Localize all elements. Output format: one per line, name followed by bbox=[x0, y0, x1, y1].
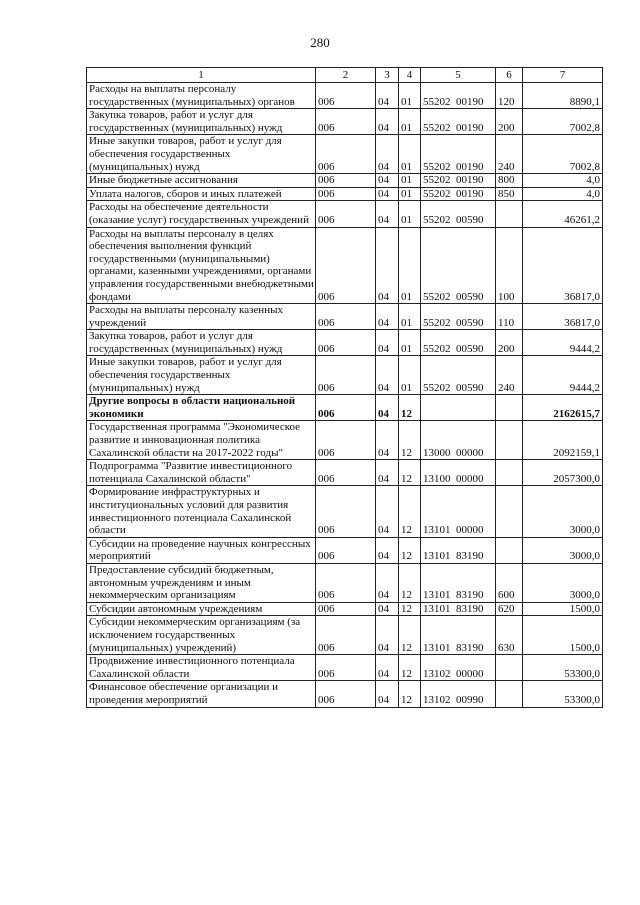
row-target-article-code bbox=[421, 174, 496, 188]
row-ministry-code: 006 bbox=[316, 681, 376, 707]
row-section-code: 04 bbox=[376, 681, 399, 707]
row-target-article-code bbox=[421, 655, 496, 681]
row-target-article-code bbox=[421, 330, 496, 356]
row-name: Иные бюджетные ассигнования bbox=[87, 174, 316, 188]
row-ministry-code: 006 bbox=[316, 395, 376, 421]
row-subsection-code: 12 bbox=[399, 563, 421, 602]
row-name: Расходы на выплаты персоналу в целях обеспечения выполнения функций государственными (муниципальными) органами, казенными учреждениями, органами управления государственными внебюджетными фондами bbox=[87, 227, 316, 304]
row-section-code: 04 bbox=[376, 109, 399, 135]
row-direction-code: 83190 bbox=[456, 550, 484, 563]
table-row bbox=[87, 187, 603, 201]
row-direction-code: 83190 bbox=[456, 589, 484, 602]
row-direction-code: 00000 bbox=[456, 524, 484, 537]
row-subsection-code: 12 bbox=[399, 655, 421, 681]
row-subsection-code: 01 bbox=[399, 330, 421, 356]
row-name: Подпрограмма "Развитие инвестиционного потенциала Сахалинской области" bbox=[87, 460, 316, 486]
row-ministry-code: 006 bbox=[316, 83, 376, 109]
row-amount: 3000,0 bbox=[523, 537, 603, 563]
row-section-code: 04 bbox=[376, 135, 399, 174]
row-program-code: 55202 bbox=[423, 121, 451, 134]
row-target-article-code bbox=[421, 109, 496, 135]
row-expense-kind-code: 110 bbox=[496, 304, 523, 330]
table-header-row bbox=[87, 68, 603, 83]
row-expense-kind-code: 620 bbox=[496, 602, 523, 616]
row-direction-code: 00990 bbox=[456, 693, 484, 706]
row-program-code: 13101 bbox=[423, 641, 451, 654]
row-amount: 4,0 bbox=[523, 187, 603, 201]
row-program-code: 13101 bbox=[423, 550, 451, 563]
row-target-article-code bbox=[421, 135, 496, 174]
row-ministry-code: 006 bbox=[316, 460, 376, 486]
row-section-code: 04 bbox=[376, 83, 399, 109]
row-amount: 2057300,0 bbox=[523, 460, 603, 486]
row-name: Расходы на выплаты персоналу казенных учреждений bbox=[87, 304, 316, 330]
row-target-article-code bbox=[421, 537, 496, 563]
table-row bbox=[87, 421, 603, 460]
column-header: 2 bbox=[316, 68, 376, 83]
row-section-code: 04 bbox=[376, 486, 399, 537]
row-subsection-code: 12 bbox=[399, 486, 421, 537]
row-direction-code: 00190 bbox=[456, 187, 484, 200]
row-expense-kind-code: 200 bbox=[496, 330, 523, 356]
row-subsection-code: 01 bbox=[399, 83, 421, 109]
column-header: 5 bbox=[421, 68, 496, 83]
row-target-article-code bbox=[421, 201, 496, 227]
row-name: Субсидии на проведение научных конгрессных мероприятий bbox=[87, 537, 316, 563]
row-name: Расходы на обеспечение деятельности (оказание услуг) государственных учреждений bbox=[87, 201, 316, 227]
row-target-article-code bbox=[421, 616, 496, 655]
row-expense-kind-code: 100 bbox=[496, 227, 523, 304]
row-ministry-code: 006 bbox=[316, 304, 376, 330]
row-ministry-code: 006 bbox=[316, 187, 376, 201]
row-section-code: 04 bbox=[376, 655, 399, 681]
row-name: Иные закупки товаров, работ и услуг для обеспечения государственных (муниципальных) нужд bbox=[87, 135, 316, 174]
row-subsection-code: 12 bbox=[399, 460, 421, 486]
column-header: 7 bbox=[523, 68, 603, 83]
row-program-code: 55202 bbox=[423, 174, 451, 187]
row-amount: 9444,2 bbox=[523, 330, 603, 356]
row-target-article-code bbox=[421, 486, 496, 537]
row-subsection-code: 01 bbox=[399, 227, 421, 304]
row-amount: 36817,0 bbox=[523, 227, 603, 304]
row-name: Продвижение инвестиционного потенциала Сахалинской области bbox=[87, 655, 316, 681]
row-ministry-code: 006 bbox=[316, 135, 376, 174]
row-expense-kind-code bbox=[496, 655, 523, 681]
row-target-article-code bbox=[421, 356, 496, 395]
row-direction-code: 00590 bbox=[456, 316, 484, 329]
row-name: Уплата налогов, сборов и иных платежей bbox=[87, 187, 316, 201]
row-section-code: 04 bbox=[376, 460, 399, 486]
table-row bbox=[87, 681, 603, 707]
row-name: Предоставление субсидий бюджетным, автономным учреждениям и иным некоммерческим организациям bbox=[87, 563, 316, 602]
row-program-code: 13102 bbox=[423, 667, 451, 680]
table-row bbox=[87, 486, 603, 537]
row-name: Закупка товаров, работ и услуг для государственных (муниципальных) нужд bbox=[87, 109, 316, 135]
row-expense-kind-code bbox=[496, 201, 523, 227]
page-number: 280 bbox=[310, 35, 330, 50]
row-amount: 8890,1 bbox=[523, 83, 603, 109]
row-program-code: 55202 bbox=[423, 95, 451, 108]
table-row bbox=[87, 460, 603, 486]
table-row bbox=[87, 174, 603, 188]
row-amount: 2092159,1 bbox=[523, 421, 603, 460]
row-expense-kind-code bbox=[496, 421, 523, 460]
row-subsection-code: 12 bbox=[399, 602, 421, 616]
row-ministry-code: 006 bbox=[316, 616, 376, 655]
row-subsection-code: 01 bbox=[399, 187, 421, 201]
row-ministry-code: 006 bbox=[316, 563, 376, 602]
row-section-code: 04 bbox=[376, 537, 399, 563]
row-program-code: 13101 bbox=[423, 602, 451, 615]
row-amount: 53300,0 bbox=[523, 681, 603, 707]
row-name: Государственная программа "Экономическое развитие и инновационная политика Сахалинской области на 2017-2022 годы" bbox=[87, 421, 316, 460]
row-subsection-code: 12 bbox=[399, 616, 421, 655]
row-direction-code: 00000 bbox=[456, 667, 484, 680]
row-program-code: 13000 bbox=[423, 446, 451, 459]
row-subsection-code: 01 bbox=[399, 174, 421, 188]
table-row bbox=[87, 655, 603, 681]
row-section-code: 04 bbox=[376, 356, 399, 395]
table-row bbox=[87, 395, 603, 421]
row-expense-kind-code: 200 bbox=[496, 109, 523, 135]
row-subsection-code: 01 bbox=[399, 304, 421, 330]
row-expense-kind-code: 240 bbox=[496, 135, 523, 174]
row-target-article-code bbox=[421, 421, 496, 460]
row-subsection-code: 12 bbox=[399, 421, 421, 460]
row-subsection-code: 01 bbox=[399, 135, 421, 174]
row-ministry-code: 006 bbox=[316, 227, 376, 304]
row-ministry-code: 006 bbox=[316, 109, 376, 135]
row-program-code: 55202 bbox=[423, 316, 451, 329]
row-direction-code: 00190 bbox=[456, 160, 484, 173]
row-target-article-code bbox=[421, 602, 496, 616]
row-expense-kind-code: 800 bbox=[496, 174, 523, 188]
row-name: Закупка товаров, работ и услуг для государственных (муниципальных) нужд bbox=[87, 330, 316, 356]
row-subsection-code: 01 bbox=[399, 201, 421, 227]
row-subsection-code: 12 bbox=[399, 537, 421, 563]
table-row bbox=[87, 356, 603, 395]
row-name: Формирование инфраструктурных и институциональных условий для развития инвестиционного потенциала Сахалинской области bbox=[87, 486, 316, 537]
row-amount: 7002,8 bbox=[523, 109, 603, 135]
row-program-code: 55202 bbox=[423, 290, 451, 303]
column-header: 6 bbox=[496, 68, 523, 83]
row-amount: 2162615,7 bbox=[523, 395, 603, 421]
row-amount: 4,0 bbox=[523, 174, 603, 188]
row-direction-code: 00590 bbox=[456, 213, 484, 226]
row-amount: 9444,2 bbox=[523, 356, 603, 395]
row-expense-kind-code bbox=[496, 395, 523, 421]
row-target-article-code bbox=[421, 460, 496, 486]
row-ministry-code: 006 bbox=[316, 174, 376, 188]
column-header: 4 bbox=[399, 68, 421, 83]
row-ministry-code: 006 bbox=[316, 201, 376, 227]
row-expense-kind-code bbox=[496, 681, 523, 707]
table-row bbox=[87, 227, 603, 304]
row-direction-code: 83190 bbox=[456, 641, 484, 654]
table-row bbox=[87, 330, 603, 356]
row-amount: 1500,0 bbox=[523, 602, 603, 616]
row-amount: 7002,8 bbox=[523, 135, 603, 174]
row-target-article-code bbox=[421, 395, 496, 421]
row-subsection-code: 12 bbox=[399, 681, 421, 707]
row-ministry-code: 006 bbox=[316, 486, 376, 537]
table-row bbox=[87, 109, 603, 135]
row-amount: 46261,2 bbox=[523, 201, 603, 227]
row-ministry-code: 006 bbox=[316, 602, 376, 616]
row-ministry-code: 006 bbox=[316, 356, 376, 395]
row-name: Расходы на выплаты персоналу государственных (муниципальных) органов bbox=[87, 83, 316, 109]
row-expense-kind-code: 120 bbox=[496, 83, 523, 109]
row-section-code: 04 bbox=[376, 187, 399, 201]
row-ministry-code: 006 bbox=[316, 421, 376, 460]
table-row bbox=[87, 83, 603, 109]
column-header: 3 bbox=[376, 68, 399, 83]
row-target-article-code bbox=[421, 227, 496, 304]
row-program-code: 13100 bbox=[423, 472, 451, 485]
row-expense-kind-code bbox=[496, 460, 523, 486]
row-amount: 1500,0 bbox=[523, 616, 603, 655]
table-row bbox=[87, 602, 603, 616]
row-name: Субсидии некоммерческим организациям (за исключением государственных (муниципальных) учреждений) bbox=[87, 616, 316, 655]
row-direction-code: 00590 bbox=[456, 290, 484, 303]
table-row bbox=[87, 537, 603, 563]
row-expense-kind-code: 630 bbox=[496, 616, 523, 655]
row-program-code: 55202 bbox=[423, 187, 451, 200]
row-direction-code: 00000 bbox=[456, 446, 484, 459]
row-section-code: 04 bbox=[376, 227, 399, 304]
row-program-code: 55202 bbox=[423, 381, 451, 394]
row-subsection-code: 12 bbox=[399, 395, 421, 421]
table-row bbox=[87, 304, 603, 330]
row-section-code: 04 bbox=[376, 395, 399, 421]
row-section-code: 04 bbox=[376, 602, 399, 616]
row-expense-kind-code: 600 bbox=[496, 563, 523, 602]
row-amount: 3000,0 bbox=[523, 486, 603, 537]
row-expense-kind-code: 240 bbox=[496, 356, 523, 395]
row-subsection-code: 01 bbox=[399, 356, 421, 395]
table-row bbox=[87, 135, 603, 174]
table-row bbox=[87, 201, 603, 227]
row-direction-code: 00590 bbox=[456, 381, 484, 394]
row-amount: 53300,0 bbox=[523, 655, 603, 681]
row-program-code: 55202 bbox=[423, 160, 451, 173]
row-amount: 3000,0 bbox=[523, 563, 603, 602]
row-section-code: 04 bbox=[376, 616, 399, 655]
row-program-code: 55202 bbox=[423, 213, 451, 226]
row-direction-code: 00000 bbox=[456, 472, 484, 485]
row-subsection-code: 01 bbox=[399, 109, 421, 135]
row-section-code: 04 bbox=[376, 421, 399, 460]
row-name: Другие вопросы в области национальной экономики bbox=[87, 395, 316, 421]
row-ministry-code: 006 bbox=[316, 330, 376, 356]
row-section-code: 04 bbox=[376, 174, 399, 188]
row-name: Субсидии автономным учреждениям bbox=[87, 602, 316, 616]
row-name: Финансовое обеспечение организации и проведения мероприятий bbox=[87, 681, 316, 707]
row-expense-kind-code: 850 bbox=[496, 187, 523, 201]
row-ministry-code: 006 bbox=[316, 537, 376, 563]
row-target-article-code bbox=[421, 304, 496, 330]
row-direction-code: 00190 bbox=[456, 95, 484, 108]
row-target-article-code bbox=[421, 681, 496, 707]
row-ministry-code: 006 bbox=[316, 655, 376, 681]
row-target-article-code bbox=[421, 563, 496, 602]
row-section-code: 04 bbox=[376, 330, 399, 356]
row-direction-code: 00590 bbox=[456, 342, 484, 355]
row-program-code: 13101 bbox=[423, 589, 451, 602]
row-amount: 36817,0 bbox=[523, 304, 603, 330]
column-header: 1 bbox=[87, 68, 316, 83]
row-direction-code: 83190 bbox=[456, 602, 484, 615]
row-section-code: 04 bbox=[376, 563, 399, 602]
budget-table bbox=[86, 67, 603, 708]
row-expense-kind-code bbox=[496, 537, 523, 563]
row-target-article-code bbox=[421, 83, 496, 109]
row-program-code: 13102 bbox=[423, 693, 451, 706]
table-row bbox=[87, 563, 603, 602]
row-direction-code: 00190 bbox=[456, 174, 484, 187]
row-program-code: 55202 bbox=[423, 342, 451, 355]
row-section-code: 04 bbox=[376, 201, 399, 227]
row-program-code: 13101 bbox=[423, 524, 451, 537]
row-name: Иные закупки товаров, работ и услуг для обеспечения государственных (муниципальных) нужд bbox=[87, 356, 316, 395]
row-expense-kind-code bbox=[496, 486, 523, 537]
row-direction-code: 00190 bbox=[456, 121, 484, 134]
table-row bbox=[87, 616, 603, 655]
row-section-code: 04 bbox=[376, 304, 399, 330]
row-target-article-code bbox=[421, 187, 496, 201]
